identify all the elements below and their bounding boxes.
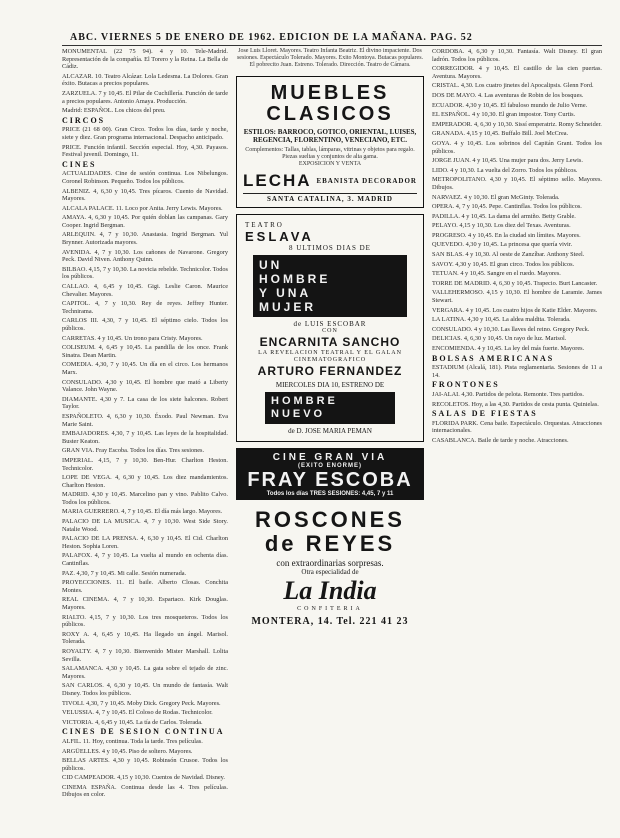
listing-paragraph: GRANADA. 4,15 y 10,45. Buffalo Bill. Joel McCrea. <box>432 130 569 138</box>
listing-paragraph: JAI-ALAI. 4,30. Partidos de pelota. Remonte. Tres partidos. <box>432 390 584 398</box>
section-heading-circos: CIRCOS <box>62 115 106 125</box>
middle-ads-column <box>236 48 424 631</box>
listing-paragraph: RECOLETOS. Hoy, a las 4,30. Partidos de cesta punta. Quinielas. <box>432 400 599 408</box>
listing-paragraph: TETUAN. 4 y 10,45. Sangre en el ruedo. Mayores. <box>432 270 561 278</box>
section-heading-sesion-continua: CINES DE SESION CONTINUA <box>62 727 225 737</box>
play-title-line: HOMBRE <box>259 272 331 287</box>
eslava-actor-1: ENCARNITA SANCHO <box>259 335 401 350</box>
la-india-confiteria: CONFITERIA <box>297 606 363 613</box>
listing-paragraph: LIDO. 4 y 10,30. La vuelta del Zorro. Todos los públicos. <box>432 166 578 174</box>
play-title-line: Y UNA <box>259 286 312 301</box>
left-listings-column <box>62 48 228 808</box>
muebles-title: MUEBLES <box>270 81 390 104</box>
eslava-ultimos-dias: 8 ULTIMOS DIAS DE <box>289 244 371 253</box>
listing-paragraph: PELAYO. 4,15 y 10,30. Los diez del Texas. Aventuras. <box>432 222 571 230</box>
lecha-row <box>243 171 417 191</box>
section-heading-frontones: FRONTONES <box>432 380 500 390</box>
listing-paragraph: MARIA GUERRERO. 4, 7 y 10,45. El día más largo. Mayores. <box>62 508 223 516</box>
listing-paragraph: PALACIO DE LA PRENSA. 4, 6,30 y 10,45. El Cid. Charlton Heston. Sophia Loren. <box>62 535 228 550</box>
roscones-especialidad: Otra especialidad de <box>301 568 359 577</box>
listing-paragraph: VELUSSIA. 4, 7 y 10,45. El Coloso de Rodas. Technicolor. <box>62 709 213 717</box>
eslava-new-play <box>265 392 395 424</box>
listing-paragraph: ENCOMIENDA. 4 y 10,45. La ley del más fuerte. Mayores. <box>432 345 585 352</box>
listing-paragraph: CID CAMPEADOR. 4,15 y 10,30. Cuentos de Navidad. Disney. <box>62 774 225 782</box>
listing-paragraph: CINEMA ESPAÑA. Continua desde las 4. Tres películas. Dibujos en color. <box>62 783 228 799</box>
listing-paragraph: SAVOY. 4,30 y 10,45. El gran circo. Todos los públicos. <box>432 260 575 268</box>
eslava-estreno: MIERCOLES DIA 10, ESTRENO DE <box>275 381 385 390</box>
roscones-la-india-ad <box>236 500 424 631</box>
muebles-pieces: Piezas sueltas y conjuntos de alta gama. <box>282 153 378 160</box>
la-india-address: MONTERA, 14. Tel. 221 41 23 <box>251 616 409 628</box>
granvia-sesiones: Todos los días TRES SESIONES: 4,45, 7 y 11 <box>266 491 394 498</box>
eslava-name: ESLAVA <box>245 229 314 245</box>
listing-paragraph: DOS DE MAYO. 4. Las aventuras de Robin de los bosques. <box>432 91 584 99</box>
listing-paragraph: PAZ. 4,30, 7 y 10,45. Mi calle. Sesión numerada. <box>62 569 187 577</box>
teatro-eslava-ad <box>236 214 424 442</box>
listing-paragraph: PRICE. Función infantil. Sección especial. Hoy, 4,30. Payasos. Festival juvenil. Domingo, 11. <box>62 143 228 159</box>
listing-paragraph: SAN CARLOS. 4, 6,30 y 10,45. Un mundo de fantasía. Walt Disney. Todos los públicos. <box>62 682 228 697</box>
la-india-brand: La India <box>283 576 377 606</box>
clasicos-title: CLASICOS <box>266 102 394 125</box>
listing-paragraph: IMPERIAL. 4,15, 7 y 10,30. Ben-Hur. Charlton Heston. Technicolor. <box>62 456 228 472</box>
listing-paragraph: CARRETAS. 4 y 10,45. Un trono para Cristy. Mayores. <box>62 334 203 342</box>
listing-paragraph: ALCALA PALACE. 11. Loco por Anita. Jerry Lewis. Mayores. <box>62 204 223 212</box>
eslava-actor-2: ARTURO FERNANDEZ <box>257 364 403 379</box>
listing-paragraph: REAL CINEMA. 4, 7 y 10,30. Espartaco. Kirk Douglas. Mayores. <box>62 596 228 611</box>
lecha-address: SANTA CATALINA, 3. MADRID <box>243 193 417 203</box>
listing-paragraph: VICTORIA. 4, 6,45 y 10,45. La tía de Carlos. Tolerada. <box>62 718 203 726</box>
listing-paragraph: TIVOLI. 4,30, 7 y 10,45. Moby Dick. Gregory Peck. Mayores. <box>62 699 221 707</box>
listing-paragraph: CORDOBA. 4, 6,30 y 10,30. Fantasía. Walt Disney. El gran ladrón. Todos los públicos. <box>432 48 602 63</box>
roscones-sorpresas: con extraordinarias sorpresas. <box>276 558 384 569</box>
eslava-author: de D. JOSE MARIA PEMAN <box>288 427 372 436</box>
eslava-play-title <box>253 255 407 317</box>
header-rule <box>62 45 602 46</box>
reyes-title: de REYES <box>264 531 396 557</box>
muebles-clasicos-ad <box>236 76 424 209</box>
listing-paragraph: NARVAEZ. 4 y 10,30. El gran McGinty. Tolerada. <box>432 193 560 201</box>
listing-paragraph: ACTUALIDADES. Cine de sesión continua. Los Nibelungos. Coronel Robinson. Pequeño. Todos los públicos. <box>62 170 228 185</box>
play-title-line: MUJER <box>259 300 317 315</box>
listing-paragraph: ALCAZAR. 10. Teatro Alcázar. Lola Ledesma. La Dolores. Gran éxito. Butacas a precios populares. <box>62 72 228 88</box>
listing-paragraph: TORRE DE MADRID. 4, 6,30 y 10,45. Trapecio. Burt Lancaster. <box>432 279 598 287</box>
listing-paragraph: PROYECCIONES. 11. El baile. Alberto Closas. Conchita Montes. <box>62 579 228 594</box>
lecha-ebanista: EBANISTA DECORADOR <box>316 177 417 186</box>
granvia-cine-name: CINE GRAN VIA <box>272 452 388 464</box>
listing-paragraph: GOYA. 4 y 10,45. Los sobrinos del Capitán Grant. Todos los públicos. <box>432 139 602 155</box>
new-play-line: HOMBRE <box>271 395 338 408</box>
listing-paragraph: ALBENIZ. 4, 6,30 y 10,45. Tres pícaros. Cuento de Navidad. Mayores. <box>62 187 228 203</box>
granvia-exito: (EXITO ENORME) <box>298 463 362 470</box>
section-heading-cines: CINES <box>62 159 97 169</box>
listing-paragraph: CORREGIDOR. 4 y 10,45. El castillo de las cien puertas. Aventura. Mayores. <box>432 65 602 80</box>
listing-paragraph: AVENIDA. 4, 7 y 10,30. Los cañones de Navarone. Gregory Peck. David Niven. Anthony Quinn. <box>62 248 228 264</box>
section-heading-salas: SALAS DE FIESTAS <box>432 409 538 419</box>
muebles-styles: ESTILOS: BARROCO, GOTICO, ORIENTAL, LUISES, REGENCIA, FLORENTINO, VENECIANO, ETC. <box>243 127 417 144</box>
eslava-con: CON <box>322 328 338 335</box>
listing-paragraph: PRICE (21 68 00). Gran Circo. Todos los días, tarde y noche, siete y diez. Gran programa internacional. Despacho anticipado. <box>62 126 228 141</box>
listing-paragraph: ZARZUELA. 7 y 10,45. El Pilar de Cuchillería. Función de tarde a precios populares. Antonio Amaya. Producción. <box>62 89 228 105</box>
eslava-director: de LUIS ESCOBAR <box>293 320 367 329</box>
new-play-line: NUEVO <box>271 408 326 421</box>
listing-paragraph: ECUADOR. 4,30 y 10,45. El fabuloso mundo de Julio Verne. <box>432 101 588 109</box>
listing-paragraph: CAPITOL. 4, 7 y 10,30. Rey de reyes. Jeffrey Hunter. Technirama. <box>62 300 228 315</box>
listing-paragraph: FLORIDA PARK. Cena baile. Espectáculo. Orquestas. Atracciones internacionales. <box>432 419 602 435</box>
listing-paragraph: ARLEQUIN. 4, 7 y 10,30. Anastasia. Ingrid Bergman. Yul Brynner. Autorizada mayores. <box>62 231 228 247</box>
listing-paragraph: PALAFOX. 4, 7 y 10,45. La vuelta al mundo en ochenta días. Cantinflas. <box>62 552 228 568</box>
listing-paragraph: LOPE DE VEGA. 4, 6,30 y 10,45. Los diez mandamientos. Charlton Heston. <box>62 474 228 489</box>
cine-gran-via-ad <box>236 448 424 500</box>
listing-paragraph: JORGE JUAN. 4 y 10,45. Una mujer para dos. Jerry Lewis. <box>432 157 583 165</box>
page-header: ABC. VIERNES 5 DE ENERO DE 1962. EDICION DE LA MAÑANA. PAG. 52 <box>70 32 473 43</box>
listing-paragraph: CARLOS III. 4,30, 7 y 10,45. El séptimo cielo. Todos los públicos. <box>62 317 228 332</box>
middle-top-listing: Jose Luis Lloret. Mayores. Teatro Infanta Beatriz. El divino impaciente. Dos sesiones. Espectáculo Tolerado. Mayores. Exito Montoya. Butacas populares. El pobrecito Juan. Estreno. Tolerado. Dirección. Teatro de Cámara. <box>236 48 424 69</box>
eslava-revelacion: LA REVELACION TEATRAL Y EL GALAN CINEMATOGRAFICO <box>258 350 402 364</box>
listing-paragraph: CONSULADO. 4 y 10,30. Las llaves del reino. Gregory Peck. <box>432 325 590 333</box>
right-listings-column <box>432 48 602 808</box>
listing-paragraph: ROXY A. 4, 6,45 y 10,45. Ha llegado un ángel. Marisol. Tolerada. <box>62 630 228 646</box>
listing-paragraph: CALLAO. 4, 6,45 y 10,45. Gigi. Leslie Caron. Maurice Chevalier. Mayores. <box>62 283 228 298</box>
roscones-title: ROSCONES <box>255 507 405 533</box>
listing-paragraph: ROYALTY. 4, 7 y 10,30. Bienvenido Mister Marshall. Lolita Sevilla. <box>62 647 228 663</box>
listing-paragraph: VERGARA. 4 y 10,45. Los cuatro hijos de Katie Elder. Mayores. <box>432 306 598 314</box>
listing-paragraph: BELLAS ARTES. 4,30 y 10,45. Robinsón Crusoe. Todos los públicos. <box>62 757 228 772</box>
listing-paragraph: CRISTAL. 4,30. Los cuatro jinetes del Apocalipsis. Glenn Ford. <box>432 82 594 90</box>
listing-paragraph: RIALTO. 4,15, 7 y 10,30. Los tres mosqueteros. Todos los públicos. <box>62 613 228 629</box>
listing-paragraph: GRAN VIA. Fray Escoba. Todos los días. Tres sesiones. <box>62 447 205 455</box>
listing-paragraph: QUEVEDO. 4,30 y 10,45. La princesa que quería vivir. <box>432 241 573 249</box>
muebles-exposicion: EXPOSICION Y VENTA <box>298 161 362 168</box>
listing-paragraph: PALACIO DE LA MUSICA. 4, 7 y 10,30. West Side Story. Natalie Wood. <box>62 518 228 533</box>
listing-paragraph: BILBAO. 4,15, 7 y 10,30. La novicia rebelde. Technicolor. Todos los públicos. <box>62 265 228 281</box>
listing-paragraph: ESTADIUM (Alcalá, 181). Pista reglamentaria. Sesiones de 11 a 14. <box>432 364 602 379</box>
listing-paragraph: EMBAJADORES. 4,30, 7 y 10,45. Las leyes de la hospitalidad. Buster Keaton. <box>62 430 228 445</box>
listing-paragraph: SALAMANCA. 4,30 y 10,45. La gata sobre el tejado de zinc. Mayores. <box>62 665 228 680</box>
listing-paragraph: VALLEHERMOSO. 4,15 y 10,30. El hombre de Laramie. James Stewart. <box>432 289 602 305</box>
lecha-brand: LECHA <box>243 171 312 191</box>
listing-paragraph: ALFIL. 11. Hoy, continua. Toda la tarde. Tres películas. <box>62 737 203 745</box>
listing-paragraph: CASABLANCA. Baile de tarde y noche. Atracciones. <box>432 436 569 444</box>
eslava-teatro-label: TEATRO <box>245 221 284 230</box>
listing-paragraph: PROGRESO. 4 y 10,45. En la ciudad sin límites. Mayores. <box>432 231 581 239</box>
listing-paragraph: OPERA. 4, 7 y 10,45. Pepe. Cantinflas. Todos los públicos. <box>432 203 582 211</box>
listing-paragraph: SAN BLAS. 4 y 10,30. Al oeste de Zanzíbar. Anthony Steel. <box>432 251 585 259</box>
listing-paragraph: ARGÜELLES. 4 y 10,45. Piso de soltero. Mayores. <box>62 747 193 755</box>
listing-paragraph: EMPERADOR. 4, 6,30 y 10,30. Sissí emperatriz. Romy Schneider. <box>432 120 602 128</box>
listing-paragraph: COLISEUM. 4, 6,45 y 10,45. La pandilla de los once. Frank Sinatra. Dean Martin. <box>62 344 228 359</box>
listing-paragraph: EL ESPAÑOL. 4 y 10,30. El gran impostor. Tony Curtis. <box>432 111 576 119</box>
listing-paragraph: DIAMANTE. 4,30 y 7. La casa de los siete halcones. Robert Taylor. <box>62 395 228 411</box>
listing-paragraph: CONSULADO. 4,30 y 10,45. El hombre que mató a Liberty Valance. John Wayne. <box>62 378 228 394</box>
listing-paragraph: AMAYA. 4, 6,30 y 10,45. Por quién doblan las campanas. Gary Cooper. Ingrid Bergman. <box>62 214 228 229</box>
listing-paragraph: DELICIAS. 4, 6,30 y 10,45. Un rayo de luz. Marisol. <box>432 335 567 343</box>
play-title-line: UN <box>259 258 283 273</box>
granvia-film: FRAY ESCOBA <box>247 469 413 492</box>
muebles-complements: Complementos: Tallas, tablas, lámparas, vitrinas y objetos para regalo. <box>245 146 415 153</box>
listing-paragraph: ESPAÑOLETO. 4, 6,30 y 10,30. Éxodo. Paul Newman. Eva Marie Saint. <box>62 412 228 428</box>
listing-paragraph: COMEDIA. 4,30, 7 y 10,45. Un día en el circo. Los hermanos Marx. <box>62 361 228 376</box>
listing-paragraph: MONUMENTAL (22 75 94). 4 y 10. Tele-Madrid. Representación de la compañía. El Torero y la Reina. La Bella de Cádiz. <box>62 48 228 71</box>
listing-paragraph: Madrid: ESPAÑOL. Los chicos del preu. <box>62 107 166 115</box>
listing-paragraph: LA LATINA. 4,30 y 10,45. La aldea maldita. Tolerada. <box>432 316 571 324</box>
section-heading-bolsas: BOLSAS AMERICANAS <box>432 353 555 363</box>
listing-paragraph: METROPOLITANO. 4,30 y 10,45. El séptimo sello. Mayores. Dibujos. <box>432 176 602 191</box>
listing-paragraph: PADILLA. 4 y 10,45. La dama del armiño. Betty Grable. <box>432 212 576 220</box>
listing-paragraph: MADRID. 4,30 y 10,45. Marcelino pan y vino. Pablito Calvo. Todos los públicos. <box>62 491 228 506</box>
